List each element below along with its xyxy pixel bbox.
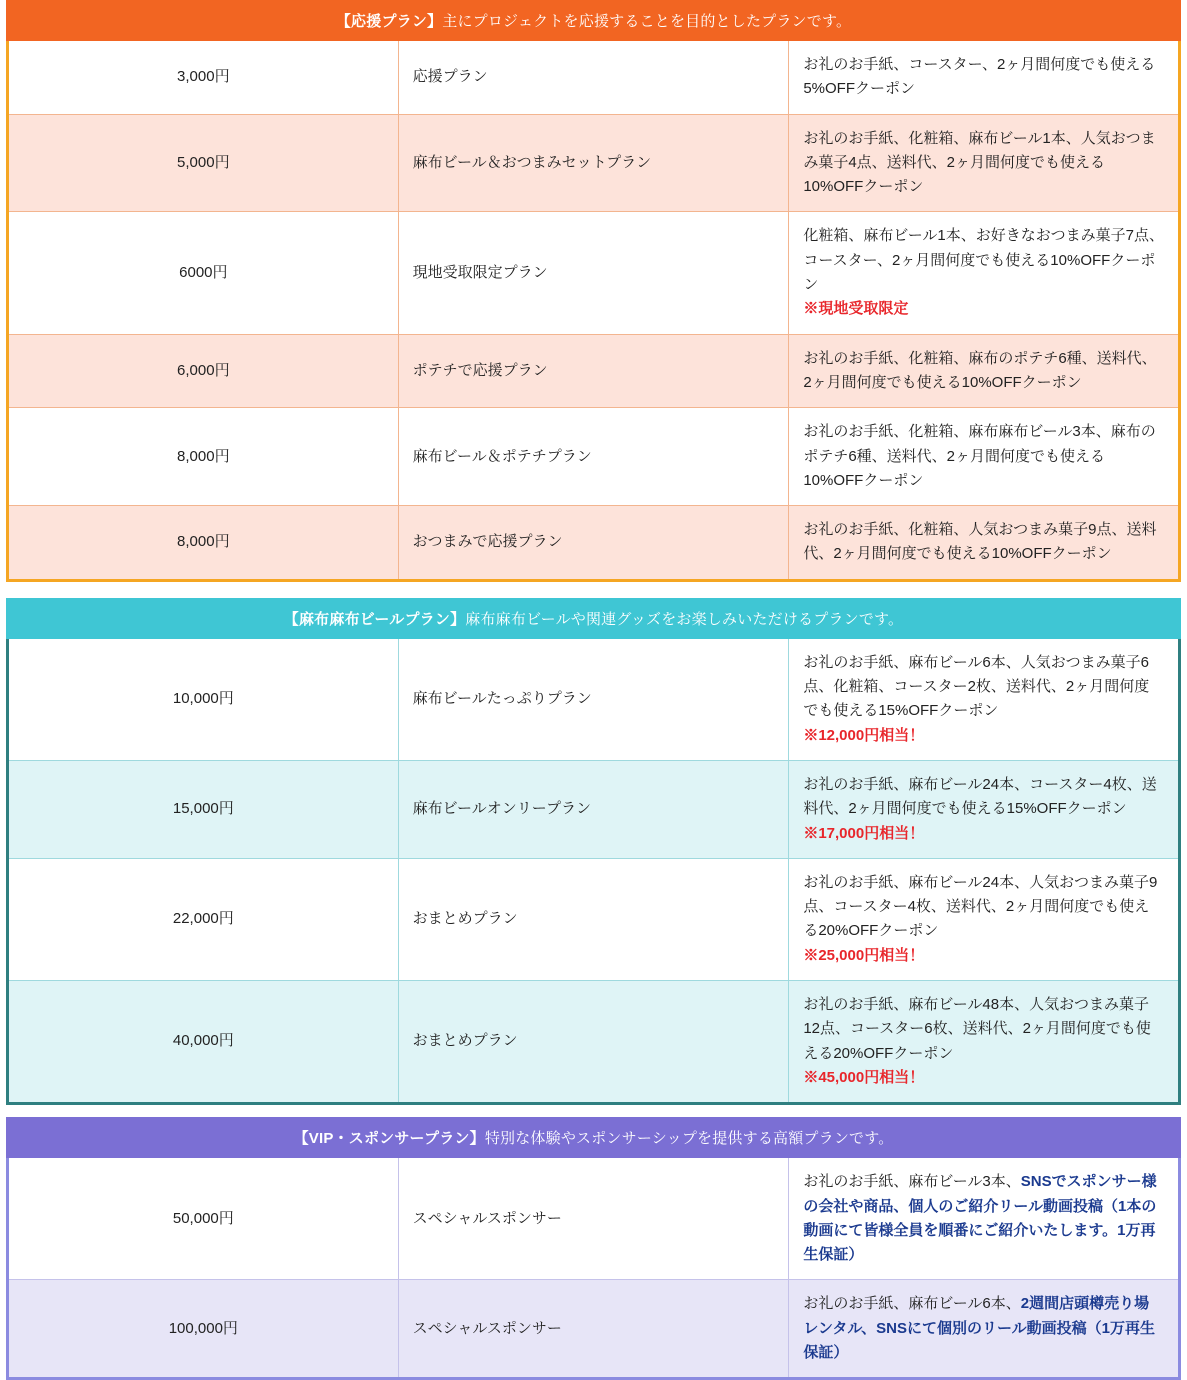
plan-description — [789, 1157, 1180, 1280]
plan-note: ※45,000円相当！ — [803, 1068, 925, 1086]
table-row — [8, 760, 1180, 858]
plan-description-highlight: 2週間店頭樽売り場レンタル、SNSにて個別のリール動画投稿（1万再生保証） — [803, 1295, 1156, 1361]
plan-description — [789, 114, 1180, 212]
table-row — [8, 212, 1180, 334]
plan-price: 15,000円 — [8, 760, 399, 858]
plan-price: 40,000円 — [8, 981, 399, 1104]
beer-plan-header-bracket: 【麻布麻布ビールプラン】 — [283, 610, 466, 628]
vip-plan-header-bracket: 【VIP・スポンサープラン】 — [293, 1130, 485, 1148]
plan-description-text: お礼のお手紙、化粧箱、麻布ビール1本、人気おつまみ菓子4点、送料代、2ヶ月間何度でも使える10%OFFクーポン — [803, 129, 1156, 196]
plan-name: スペシャルスポンサー — [398, 1157, 789, 1280]
plan-description-text: お礼のお手紙、麻布ビール24本、人気おつまみ菓子9点、コースター4枚、送料代、2ヶ月間何度でも使える20%OFFクーポン — [803, 873, 1158, 940]
table-row — [8, 858, 1180, 980]
plan-description — [789, 408, 1180, 506]
beer-plan-header-cell — [8, 599, 1180, 637]
plan-price: 50,000円 — [8, 1157, 399, 1280]
plan-description — [789, 506, 1180, 581]
plan-name: 麻布ビール＆おつまみセットプラン — [398, 114, 789, 212]
plan-price: 5,000円 — [8, 114, 399, 212]
table-row — [8, 40, 1180, 115]
plan-note: ※現地受取限定 — [803, 300, 909, 318]
table-row — [8, 1280, 1180, 1379]
plan-price: 8,000円 — [8, 408, 399, 506]
plan-description-text: お礼のお手紙、コースター、2ヶ月間何度でも使える5%OFFクーポン — [803, 56, 1156, 98]
section-beer-plan — [0, 598, 1187, 1105]
table-row — [8, 334, 1180, 408]
plan-description-text: お礼のお手紙、化粧箱、麻布のポテチ6種、送料代、2ヶ月間何度でも使える10%OFFクーポン — [803, 349, 1157, 391]
plan-description — [789, 760, 1180, 858]
support-plan-table — [6, 0, 1181, 582]
vip-plan-header-text: 特別な体験やスポンサーシップを提供する高額プランです。 — [484, 1130, 894, 1148]
beer-plan-header-text: 麻布麻布ビールや関連グッズをお楽しみいただけるプランです。 — [465, 610, 904, 628]
section-support-plan — [0, 0, 1187, 582]
plan-description-text: お礼のお手紙、麻布ビール3本、 — [803, 1173, 1021, 1191]
plan-price: 8,000円 — [8, 506, 399, 581]
table-row — [8, 1157, 1180, 1280]
table-row — [8, 637, 1180, 760]
beer-plan-table — [6, 598, 1181, 1105]
plan-note: ※17,000円相当！ — [803, 824, 925, 842]
plan-price: 22,000円 — [8, 858, 399, 980]
support-plan-header-cell — [8, 2, 1180, 40]
plan-description-text: お礼のお手紙、麻布ビール24本、コースター4枚、送料代、2ヶ月間何度でも使える15%OFFクーポン — [803, 775, 1157, 818]
plan-description — [789, 40, 1180, 115]
plan-name: 応援プラン — [398, 40, 789, 115]
plan-description-highlight: SNSでスポンサー様の会社や商品、個人のご紹介リール動画投稿（1本の動画にて皆様全員を順番にご紹介いたします。1万再生保証） — [803, 1173, 1157, 1264]
table-row — [8, 408, 1180, 506]
plan-name: おまとめプラン — [398, 858, 789, 980]
support-plan-header-text: 主にプロジェクトを応援することを目的としたプランです。 — [442, 13, 852, 30]
plan-price: 10,000円 — [8, 637, 399, 760]
plan-price: 100,000円 — [8, 1280, 399, 1379]
table-row — [8, 114, 1180, 212]
vip-plan-header-cell — [8, 1119, 1180, 1157]
plan-note: ※25,000円相当！ — [803, 946, 925, 964]
vip-plan-header-row — [8, 1119, 1180, 1157]
table-row — [8, 981, 1180, 1104]
support-plan-header-row — [8, 2, 1180, 40]
plan-note: ※12,000円相当！ — [803, 726, 925, 744]
table-row — [8, 506, 1180, 581]
plan-description-text: お礼のお手紙、麻布ビール48本、人気おつまみ菓子12点、コースター6枚、送料代、2ヶ月間何度でも使える20%OFFクーポン — [803, 996, 1151, 1062]
plan-name: スペシャルスポンサー — [398, 1280, 789, 1379]
plan-price: 3,000円 — [8, 40, 399, 115]
section-spacer — [0, 1105, 1187, 1117]
plan-description-text: 化粧箱、麻布ビール1本、お好きなおつまみ菓子7点、コースター、2ヶ月間何度でも使える10%OFFクーポン — [803, 227, 1164, 294]
plan-name: 麻布ビールたっぷりプラン — [398, 637, 789, 760]
plan-description — [789, 981, 1180, 1104]
plan-description — [789, 334, 1180, 408]
plan-description — [789, 858, 1180, 980]
plan-name: 現地受取限定プラン — [398, 212, 789, 334]
plan-name: 麻布ビール＆ポテチプラン — [398, 408, 789, 506]
plan-description-text: お礼のお手紙、化粧箱、人気おつまみ菓子9点、送料代、2ヶ月間何度でも使える10%OFFクーポン — [803, 521, 1157, 563]
section-spacer — [0, 582, 1187, 598]
plan-description — [789, 212, 1180, 334]
plan-description-text: お礼のお手紙、麻布ビール6本、 — [803, 1295, 1021, 1313]
plan-name: おまとめプラン — [398, 981, 789, 1104]
plan-name: おつまみで応援プラン — [398, 506, 789, 581]
beer-plan-header-row — [8, 599, 1180, 637]
plan-name: ポテチで応援プラン — [398, 334, 789, 408]
support-plan-header-bracket: 【応援プラン】 — [335, 13, 443, 30]
plan-name: 麻布ビールオンリープラン — [398, 760, 789, 858]
plan-description — [789, 637, 1180, 760]
plan-description — [789, 1280, 1180, 1379]
plan-price: 6,000円 — [8, 334, 399, 408]
plan-description-text: お礼のお手紙、麻布ビール6本、人気おつまみ菓子6点、化粧箱、コースター2枚、送料代、2ヶ月間何度でも使える15%OFFクーポン — [803, 653, 1150, 720]
plan-price: 6000円 — [8, 212, 399, 334]
plan-description-text: お礼のお手紙、化粧箱、麻布麻布ビール3本、麻布のポテチ6種、送料代、2ヶ月間何度でも使える10%OFFクーポン — [803, 423, 1156, 489]
